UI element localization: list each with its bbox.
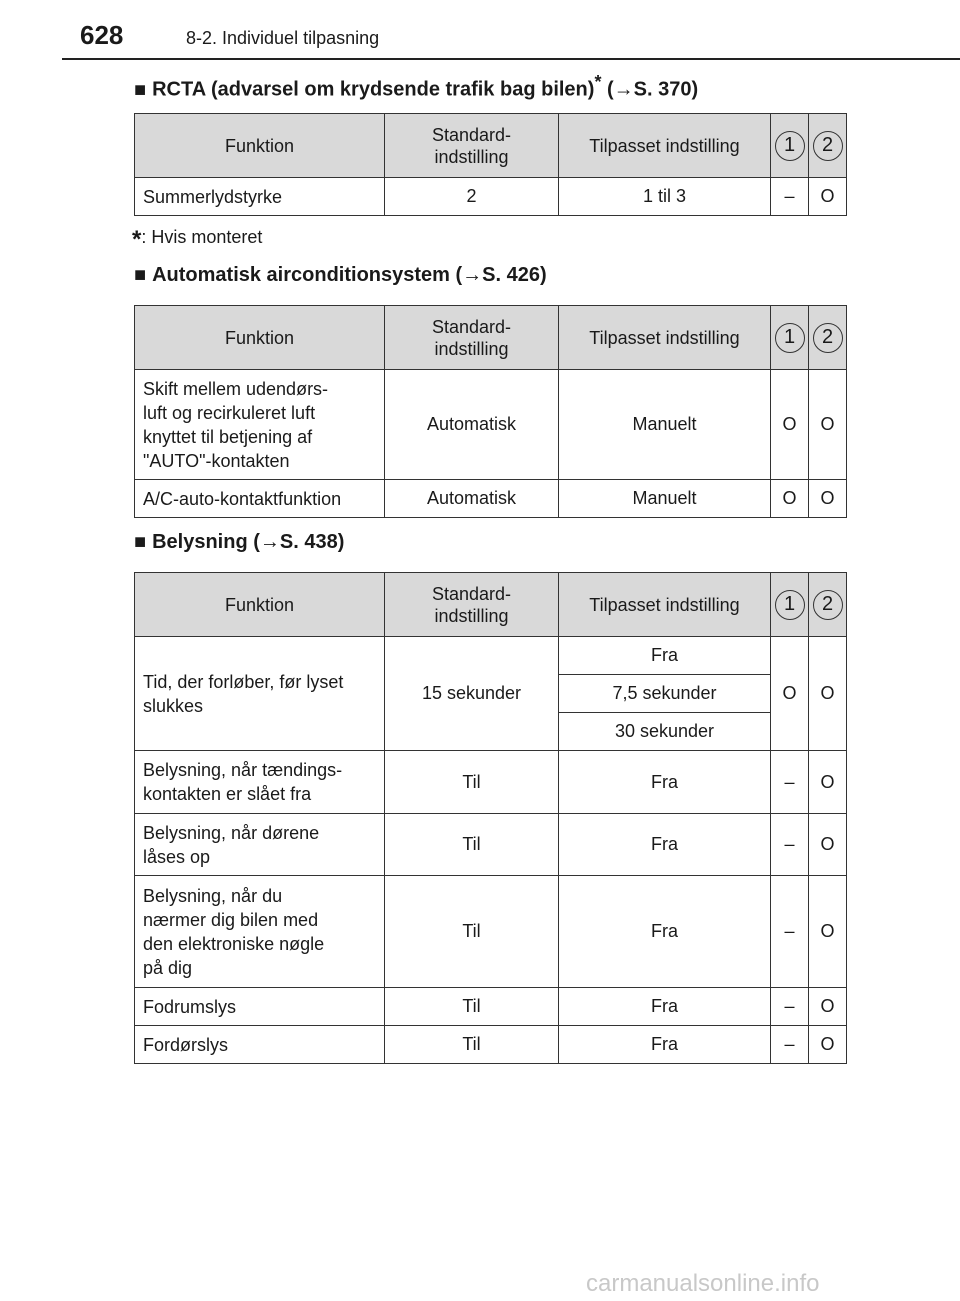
page-reference: (→S. 370) xyxy=(607,78,699,101)
col-header-funktion: Funktion xyxy=(135,573,385,637)
cell-c2: O xyxy=(809,988,847,1026)
circled-1-icon: 1 xyxy=(775,323,805,353)
cell-custom: Fra xyxy=(559,751,771,814)
table-row xyxy=(135,1026,847,1064)
col-header-custom: Tilpasset indstilling xyxy=(559,114,771,178)
section-title: 8-2. Individuel tilpasning xyxy=(186,28,380,48)
table-header-row xyxy=(135,306,847,370)
circled-1-icon: 1 xyxy=(775,131,805,161)
aircon-title: Automatisk airconditionsystem (→S. 426) xyxy=(152,264,547,286)
circled-1-icon: 1 xyxy=(775,590,805,620)
cell-c2: O xyxy=(809,1026,847,1064)
table-row xyxy=(135,370,847,480)
table-header-row xyxy=(135,114,847,178)
cell-c1: – xyxy=(771,751,809,814)
cell-custom-option: 7,5 sekunder xyxy=(559,675,771,713)
cell-c1: O xyxy=(771,637,809,751)
col-header-2 xyxy=(809,573,847,637)
cell-custom: Manuelt xyxy=(559,480,771,518)
cell-custom: 1 til 3 xyxy=(559,178,771,216)
cell-c1: O xyxy=(771,480,809,518)
belysning-heading xyxy=(134,531,344,554)
cell-standard: Til xyxy=(385,751,559,814)
col-header-2 xyxy=(809,114,847,178)
cell-c2: O xyxy=(809,637,847,751)
col-header-2 xyxy=(809,306,847,370)
cell-c2: O xyxy=(809,814,847,876)
cell-funktion: Tid, der forløber, før lyset slukkes xyxy=(135,637,385,751)
table-row xyxy=(135,814,847,876)
col-header-standard: Standard- indstilling xyxy=(385,114,559,178)
col-header-1 xyxy=(771,306,809,370)
footnote-text: : Hvis monteret xyxy=(141,227,263,247)
cell-c2: O xyxy=(809,751,847,814)
col-header-custom: Tilpasset indstilling xyxy=(559,306,771,370)
cell-c1: O xyxy=(771,370,809,480)
cell-standard: Til xyxy=(385,876,559,988)
cell-funktion: A/C-auto-kontaktfunktion xyxy=(135,480,385,518)
cell-custom-option: 30 sekunder xyxy=(559,713,771,751)
col-header-custom: Tilpasset indstilling xyxy=(559,573,771,637)
page-number: 628 xyxy=(80,20,124,50)
rcta-table xyxy=(134,113,847,216)
cell-funktion: Summerlydstyrke xyxy=(135,178,385,216)
cell-c1: – xyxy=(771,876,809,988)
rcta-title: RCTA (advarsel om krydsende trafik bag bilen) xyxy=(152,78,595,101)
cell-funktion: Belysning, når dørene låses op xyxy=(135,814,385,876)
belysning-title: Belysning (→S. 438) xyxy=(152,531,345,553)
cell-standard: Automatisk xyxy=(385,480,559,518)
cell-standard: 15 sekunder xyxy=(385,637,559,751)
table-row xyxy=(135,178,847,216)
cell-c1: – xyxy=(771,814,809,876)
table-row xyxy=(135,751,847,814)
table-row xyxy=(135,637,847,675)
circled-2-icon: 2 xyxy=(813,131,843,161)
footnote xyxy=(132,226,262,254)
aircon-table xyxy=(134,305,847,518)
cell-c2: O xyxy=(809,480,847,518)
cell-funktion: Fodrumslys xyxy=(135,988,385,1026)
table-row xyxy=(135,988,847,1026)
cell-standard: Automatisk xyxy=(385,370,559,480)
cell-c2: O xyxy=(809,876,847,988)
col-header-funktion: Funktion xyxy=(135,306,385,370)
col-header-1 xyxy=(771,114,809,178)
cell-c1: – xyxy=(771,178,809,216)
aircon-heading xyxy=(134,264,547,287)
cell-custom: Fra xyxy=(559,876,771,988)
cell-custom: Fra xyxy=(559,1026,771,1064)
belysning-table xyxy=(134,572,847,1064)
table-header-row xyxy=(135,573,847,637)
bullet-square-icon: ■ xyxy=(134,264,147,286)
bullet-square-icon: ■ xyxy=(134,78,147,101)
cell-c2: O xyxy=(809,178,847,216)
asterisk-marker: * xyxy=(594,72,602,92)
cell-c1: – xyxy=(771,988,809,1026)
footnote-asterisk: * xyxy=(132,226,142,253)
cell-custom-option: Fra xyxy=(559,637,771,675)
watermark: carmanualsonline.info xyxy=(586,1270,820,1297)
circled-2-icon: 2 xyxy=(813,590,843,620)
cell-funktion: Fordørslys xyxy=(135,1026,385,1064)
cell-standard: Til xyxy=(385,988,559,1026)
rcta-heading xyxy=(134,72,698,102)
cell-c2: O xyxy=(809,370,847,480)
col-header-1 xyxy=(771,573,809,637)
table-row xyxy=(135,480,847,518)
cell-standard: Til xyxy=(385,1026,559,1064)
header-rule xyxy=(62,58,960,60)
cell-c1: – xyxy=(771,1026,809,1064)
cell-funktion: Belysning, når tændings- kontakten er slået fra xyxy=(135,751,385,814)
cell-custom: Fra xyxy=(559,814,771,876)
bullet-square-icon: ■ xyxy=(134,531,147,553)
cell-custom: Manuelt xyxy=(559,370,771,480)
circled-2-icon: 2 xyxy=(813,323,843,353)
cell-standard: Til xyxy=(385,814,559,876)
cell-funktion: Belysning, når du nærmer dig bilen med den elektroniske nøgle på dig xyxy=(135,876,385,988)
page-header xyxy=(62,18,960,58)
table-row xyxy=(135,876,847,988)
cell-standard: 2 xyxy=(385,178,559,216)
col-header-funktion: Funktion xyxy=(135,114,385,178)
cell-funktion: Skift mellem udendørs- luft og recirkuleret luft knyttet til betjening af "AUTO"-kontakten xyxy=(135,370,385,480)
col-header-standard: Standard- indstilling xyxy=(385,573,559,637)
cell-custom: Fra xyxy=(559,988,771,1026)
col-header-standard: Standard- indstilling xyxy=(385,306,559,370)
